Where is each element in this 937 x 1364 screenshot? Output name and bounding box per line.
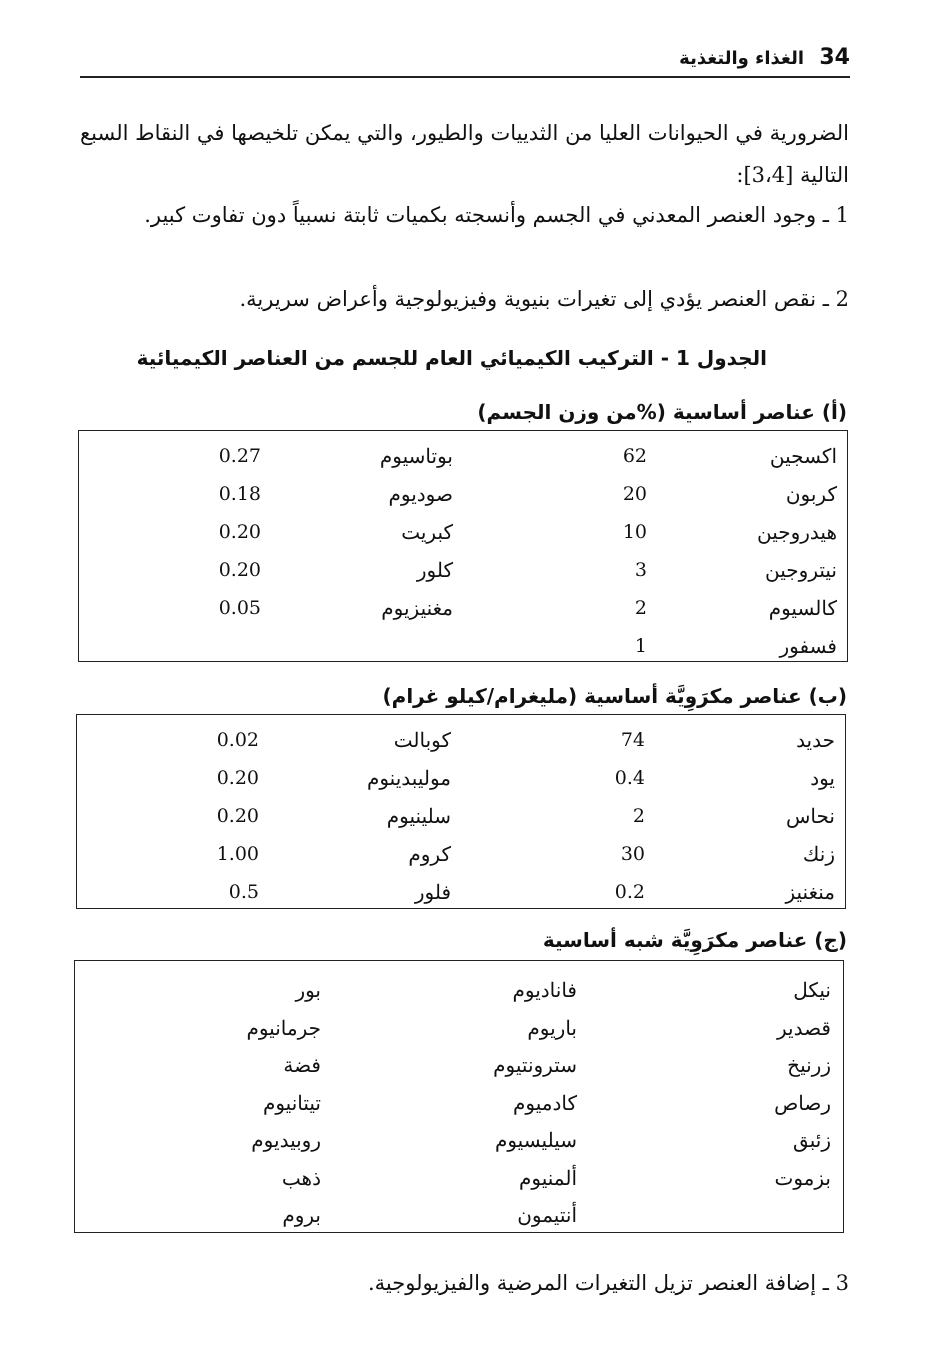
table-row: [77, 797, 845, 835]
section-c-title: (ج) عناصر مكرَوِيَّة شبه أساسية: [542, 928, 847, 952]
element-name: سيليسيوم: [494, 1128, 577, 1152]
table-row: [77, 835, 845, 873]
element-name: جرمانيوم: [246, 1015, 321, 1040]
element-value: 0.2: [614, 881, 645, 903]
element-name: فسفور: [779, 634, 837, 658]
element-value: 20: [622, 483, 647, 505]
element-name: حديد: [796, 728, 835, 752]
section-c-table: [74, 960, 844, 1233]
element-name: باريوم: [527, 1015, 577, 1040]
element-name: بوتاسيوم: [379, 444, 453, 468]
element-name: ذهب: [281, 1165, 321, 1190]
element-name: فلور: [414, 880, 451, 904]
table-row: [79, 513, 847, 551]
table-row: [75, 1009, 843, 1047]
element-value: 0.5: [228, 881, 259, 903]
table-row: [79, 475, 847, 513]
element-name: كروم: [408, 842, 451, 866]
table-row: [77, 759, 845, 797]
element-name: بروم: [282, 1203, 321, 1227]
element-value: 0.20: [218, 521, 261, 543]
element-name: فضة: [283, 1053, 321, 1077]
element-value: 0.27: [218, 445, 261, 467]
element-name: كلور: [416, 558, 453, 582]
element-name: قصدير: [776, 1015, 831, 1040]
table-row: [75, 1159, 843, 1197]
element-value: 0.20: [216, 767, 259, 789]
table-row: [79, 551, 847, 589]
element-value: 2: [634, 597, 647, 619]
element-name: ألمنيوم: [519, 1165, 577, 1190]
element-name: مغنيزيوم: [381, 596, 453, 620]
element-value: 2: [632, 805, 645, 827]
element-value: 1.00: [216, 843, 259, 865]
element-name: اكسجين: [769, 444, 837, 468]
running-head: الغذاء والتغذية: [679, 48, 804, 69]
element-value: 1: [634, 635, 647, 657]
element-name: بور: [295, 978, 321, 1002]
point-3: 3 ـ إضافة العنصر تزيل التغيرات المرضية والفيزيولوجية.: [367, 1271, 849, 1295]
table-row: [79, 627, 847, 665]
table-row: [79, 589, 847, 627]
element-name: كادميوم: [513, 1090, 577, 1115]
intro-paragraph: الضرورية في الحيوانات العليا من الثدييات والطيور، والتي يمكن تلخيصها في النقاط السبع التالية [3،4]:: [80, 121, 849, 187]
point-2: 2 ـ نقص العنصر يؤدي إلى تغيرات بنيوية وفيزيولوجية وأعراض سريرية.: [239, 287, 849, 311]
page-header: [80, 44, 850, 78]
element-name: كبريت: [401, 520, 453, 544]
point-1: 1 ـ وجود العنصر المعدني في الجسم وأنسجته بكميات ثابتة نسبياً دون تفاوت كبير.: [144, 203, 849, 227]
element-name: كالسيوم: [768, 596, 837, 620]
element-value: 74: [620, 729, 645, 751]
element-name: هيدروجين: [756, 520, 837, 544]
element-value: 10: [622, 521, 647, 543]
table-row: [75, 1046, 843, 1084]
element-name: بزموت: [774, 1165, 831, 1190]
element-value: 3: [634, 559, 647, 581]
table-row: [75, 1121, 843, 1159]
element-name: كوبالت: [393, 728, 451, 752]
table-row: [77, 873, 845, 911]
element-name: فاناديوم: [512, 978, 577, 1002]
element-name: زنك: [802, 842, 835, 866]
element-name: صوديوم: [388, 482, 453, 506]
element-name: زئبق: [793, 1128, 831, 1152]
table-row: [75, 1084, 843, 1122]
element-value: 0.4: [614, 767, 645, 789]
element-name: سلينيوم: [386, 804, 451, 828]
element-name: أنتيمون: [517, 1203, 577, 1227]
element-name: موليبدينوم: [366, 766, 451, 790]
table-caption: الجدول 1 - التركيب الكيميائي العام للجسم من العناصر الكيميائية: [136, 346, 767, 370]
element-name: نيكل: [793, 978, 831, 1002]
element-name: منغنيز: [785, 880, 835, 904]
element-value: 62: [622, 445, 647, 467]
element-name: نيتروجين: [765, 558, 837, 582]
section-b-title: (ب) عناصر مكرَوِيَّة أساسية (مليغرام/كيلو غرام): [382, 684, 847, 708]
table-row: [79, 437, 847, 475]
table-row: [77, 721, 845, 759]
element-name: رصاص: [774, 1090, 831, 1115]
table-row: [75, 1196, 843, 1234]
element-name: روبيديوم: [251, 1128, 321, 1152]
page-number: 34: [819, 45, 850, 70]
element-name: تيتانيوم: [262, 1090, 321, 1115]
element-value: 0.18: [218, 483, 261, 505]
element-name: كربون: [785, 482, 837, 506]
element-value: 0.20: [216, 805, 259, 827]
element-name: سترونتيوم: [493, 1053, 577, 1077]
element-value: 0.20: [218, 559, 261, 581]
element-name: نحاس: [786, 804, 835, 828]
element-value: 0.05: [218, 597, 261, 619]
element-value: 0.02: [216, 729, 259, 751]
element-name: زرنيخ: [787, 1053, 831, 1077]
section-b-table: [76, 714, 846, 909]
table-row: [75, 971, 843, 1009]
element-name: يود: [810, 766, 835, 790]
section-a-table: [78, 430, 848, 662]
section-a-title: (أ) عناصر أساسية (%من وزن الجسم): [477, 400, 847, 424]
element-value: 30: [620, 843, 645, 865]
